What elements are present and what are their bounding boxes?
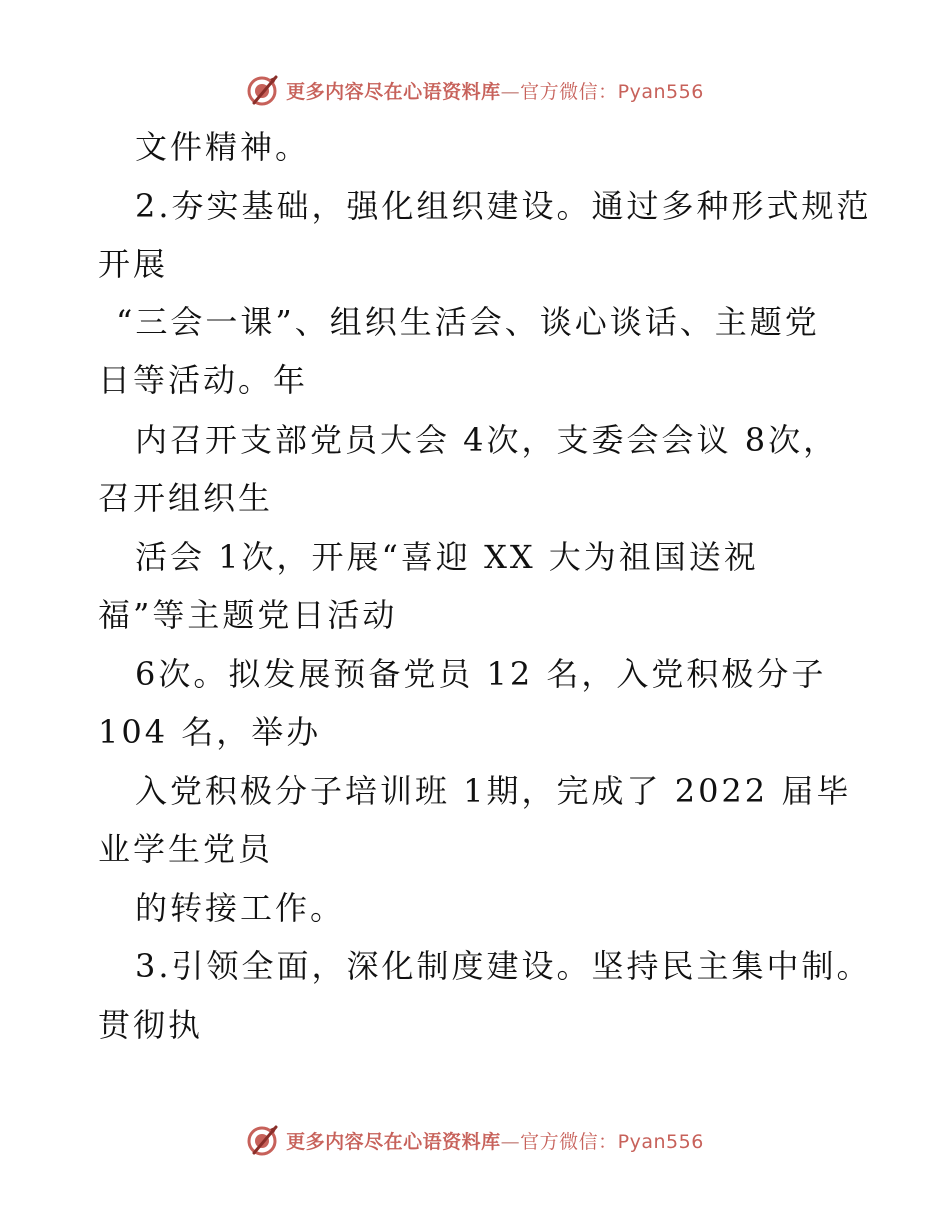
text-line: 入党积极分子培训班 1期，完成了 2022 届毕	[135, 772, 852, 810]
text-line: 文件精神。	[135, 128, 311, 166]
watermark-main-text: 更多内容尽在心语资料库	[286, 1130, 501, 1153]
watermark-text	[286, 1127, 704, 1154]
text-line: 业学生党员	[98, 830, 274, 868]
text-line: 104 名，举办	[98, 713, 322, 751]
text-line: 日等活动。年	[98, 361, 309, 399]
text-line: 福”等主题党日活动	[98, 596, 398, 634]
footer-watermark	[0, 1120, 950, 1160]
watermark-separator: —	[500, 80, 521, 103]
text-line: 内召开支部党员大会 4次，支委会会议 8次，	[135, 421, 839, 459]
text-line: 召开组织生	[98, 479, 274, 517]
text-line: 活会 1次，开展“喜迎 XX 大为祖国送祝	[135, 538, 759, 576]
watermark-separator: —	[500, 1130, 521, 1153]
text-line: 开展	[98, 245, 169, 283]
watermark-contact: 官方微信：Pyan556	[520, 80, 704, 103]
text-line: 贯彻执	[98, 1006, 204, 1044]
text-line: “三会一课”、组织生活会、谈心谈话、主题党	[116, 303, 820, 341]
text-line: 的转接工作。	[135, 889, 346, 927]
watermark-main-text: 更多内容尽在心语资料库	[286, 80, 501, 103]
text-line: 6次。拟发展预备党员 12 名，入党积极分子	[135, 655, 827, 693]
watermark-contact: 官方微信：Pyan556	[520, 1130, 704, 1153]
quill-seal-icon	[246, 1123, 280, 1157]
text-line: 3.引领全面，深化制度建设。坚持民主集中制。	[135, 947, 872, 985]
text-line: 2.夯实基础，强化组织建设。通过多种形式规范	[135, 187, 872, 225]
